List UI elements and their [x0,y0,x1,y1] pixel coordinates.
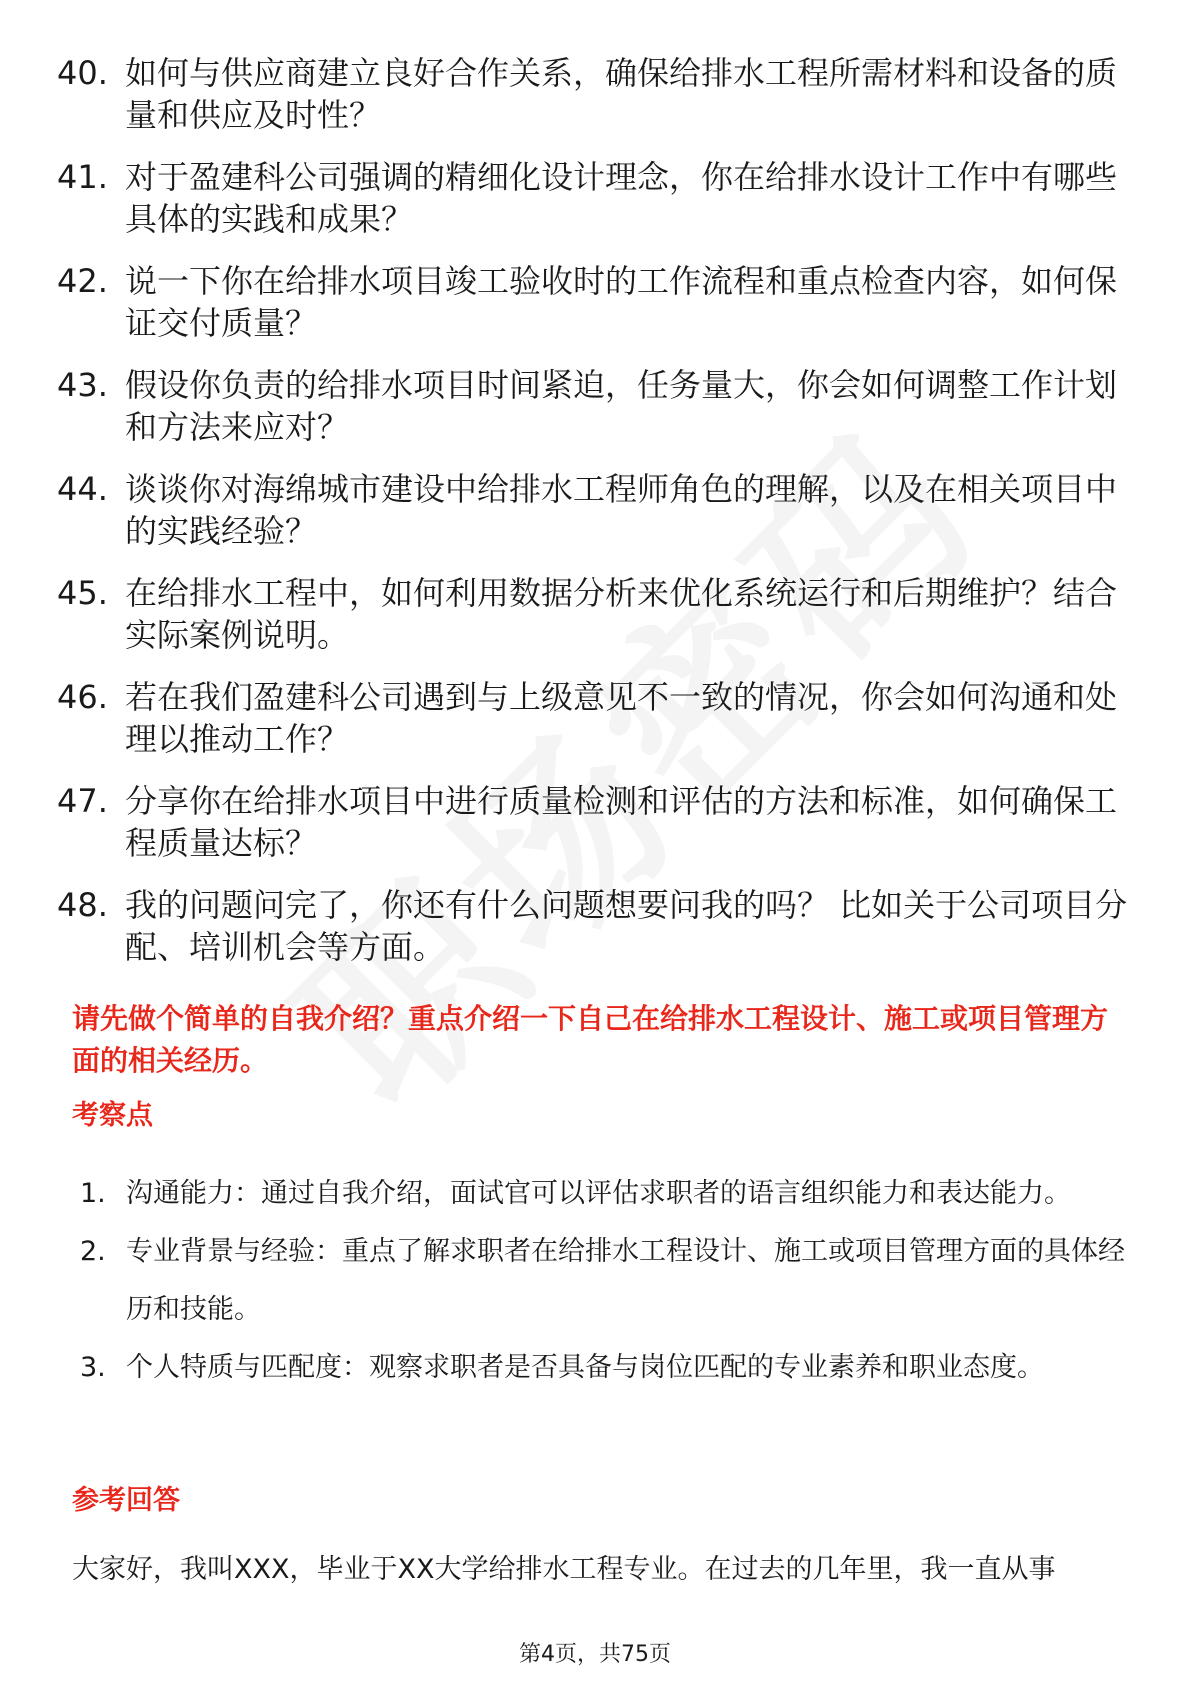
question-number: 41. [57,158,108,196]
section-heading: 请先做个简单的自我介绍？重点介绍一下自己在给排水工程设计、施工或项目管理方面的相关经历。 [72,1002,1109,1077]
question-text: 谈谈你对海绵城市建设中给排水工程师角色的理解，以及在相关项目中的实践经验？ [125,470,1118,550]
assessment-point [80,1339,1130,1397]
point-number: 3. [80,1352,106,1383]
assessment-point [80,1223,1130,1339]
question-text: 如何与供应商建立良好合作关系，确保给排水工程所需材料和设备的质量和供应及时性？ [125,54,1118,134]
point-text: 个人特质与匹配度：观察求职者是否具备与岗位匹配的专业素养和职业态度。 [126,1352,1044,1383]
question-number: 45. [57,574,108,612]
question-number: 44. [57,470,108,508]
question-item [57,676,1137,760]
question-item [57,52,1137,136]
point-text: 专业背景与经验：重点了解求职者在给排水工程设计、施工或项目管理方面的具体经历和技能。 [126,1236,1125,1325]
question-text: 若在我们盈建科公司遇到与上级意见不一致的情况，你会如何沟通和处理以推动工作？ [125,678,1118,758]
question-number: 43. [57,366,108,404]
question-item [57,364,1137,448]
question-number: 47. [57,782,108,820]
question-number: 42. [57,262,108,300]
question-item [57,260,1137,344]
assessment-points-list [80,1165,1130,1397]
assessment-point [80,1165,1130,1223]
question-item [57,572,1137,656]
answer-text: 大家好，我叫XXX，毕业于XX大学给排水工程专业。在过去的几年里，我一直从事 [72,1554,1056,1585]
question-number: 40. [57,54,108,92]
point-number: 2. [80,1236,106,1267]
question-item [57,156,1137,240]
question-text: 在给排水工程中，如何利用数据分析来优化系统运行和后期维护？结合实际案例说明。 [125,574,1118,654]
page-footer: 第4页，共75页 [519,1642,671,1667]
question-text: 分享你在给排水项目中进行质量检测和评估的方法和标准，如何确保工程质量达标？ [125,782,1118,862]
question-text: 假设你负责的给排水项目时间紧迫，任务量大，你会如何调整工作计划和方法来应对？ [125,366,1118,446]
question-list [57,52,1137,988]
question-item [57,884,1137,968]
question-number: 48. [57,886,108,924]
point-text: 沟通能力：通过自我介绍，面试官可以评估求职者的语言组织能力和表达能力。 [126,1178,1071,1209]
point-number: 1. [80,1178,106,1209]
question-text: 我的问题问完了，你还有什么问题想要问我的吗？ 比如关于公司项目分配、培训机会等方面。 [125,886,1128,966]
question-number: 46. [57,678,108,716]
question-item [57,780,1137,864]
question-text: 对于盈建科公司强调的精细化设计理念，你在给排水设计工作中有哪些具体的实践和成果？ [125,158,1118,238]
answer-label: 参考回答 [72,1485,180,1516]
points-label: 考察点 [72,1100,153,1131]
question-text: 说一下你在给排水项目竣工验收时的工作流程和重点检查内容，如何保证交付质量？ [125,262,1118,342]
question-item [57,468,1137,552]
